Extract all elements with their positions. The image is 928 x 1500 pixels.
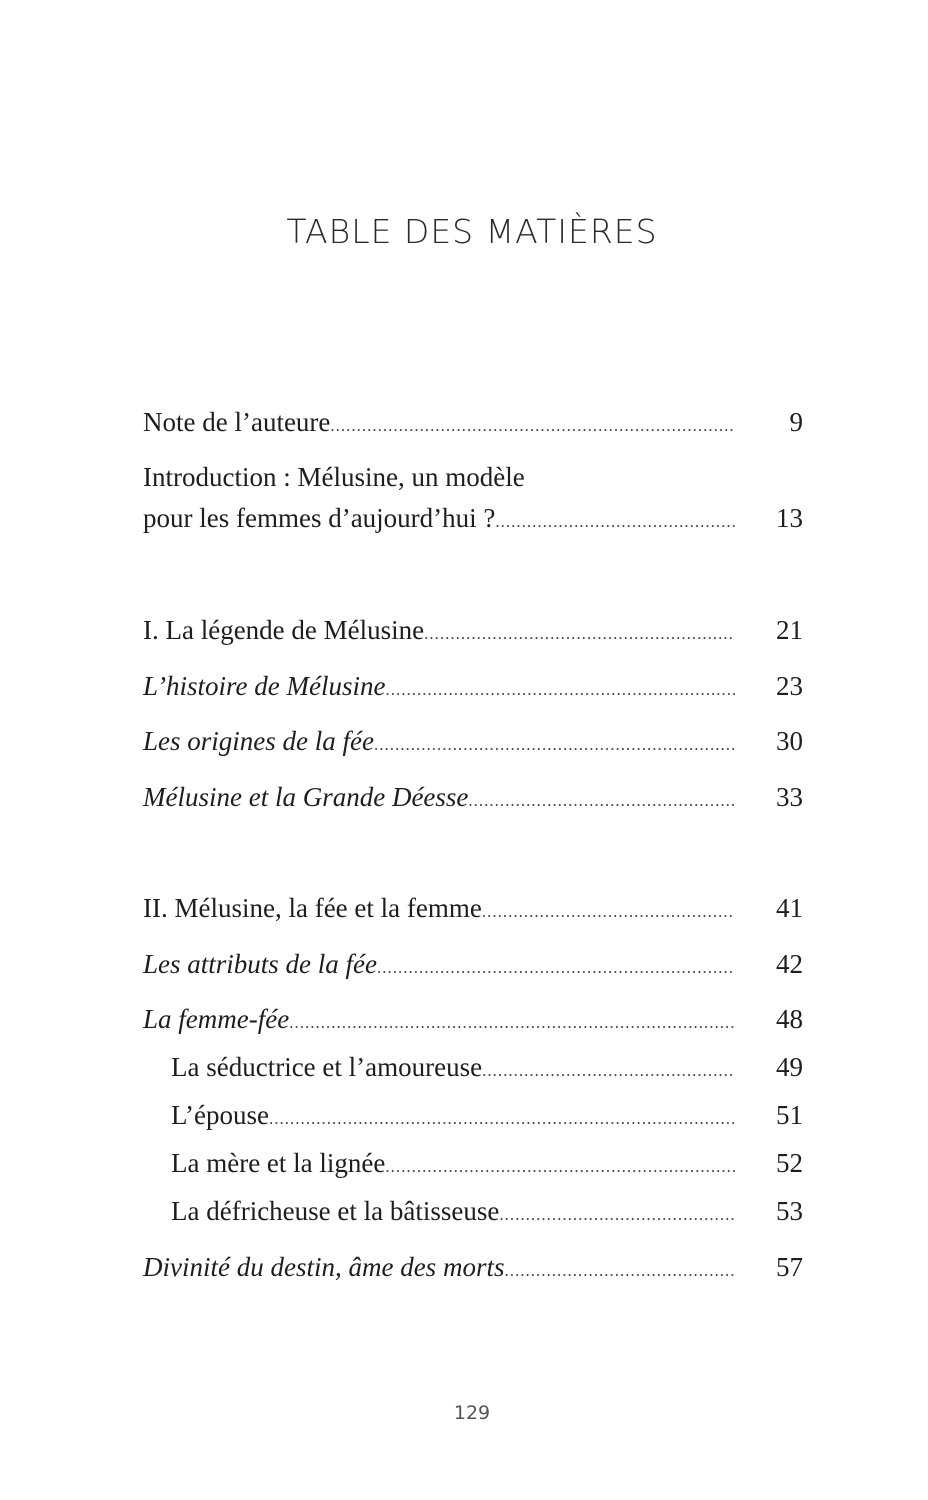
toc-entry-page: 30 bbox=[776, 726, 803, 756]
toc-entry-label: La séductrice et l’amoureuse bbox=[171, 1052, 483, 1082]
toc-entry-page: 33 bbox=[776, 782, 803, 812]
toc-entry bbox=[143, 944, 803, 984]
toc-entry-page: 42 bbox=[776, 949, 803, 979]
toc-entry-label: Les attributs de la fée bbox=[143, 949, 377, 979]
dot-leader bbox=[482, 1051, 735, 1091]
toc-entry bbox=[143, 402, 803, 442]
toc-entry-label: I. La légende de Mélusine bbox=[143, 615, 425, 645]
dot-leader bbox=[269, 1099, 735, 1139]
toc-entry bbox=[143, 666, 803, 706]
toc-entry bbox=[143, 457, 803, 538]
toc-entry bbox=[143, 888, 803, 928]
toc-entry-label: Divinité du destin, âme des morts bbox=[143, 1252, 505, 1282]
dot-leader bbox=[330, 406, 735, 446]
dot-leader bbox=[468, 781, 735, 821]
toc-entry-label: II. Mélusine, la fée et la femme bbox=[143, 893, 482, 923]
toc-entry-label: Les origines de la fée bbox=[143, 726, 374, 756]
toc-entry-label: Mélusine et la Grande Déesse bbox=[143, 782, 469, 812]
dot-leader bbox=[385, 1147, 735, 1187]
toc-entry-page: 9 bbox=[789, 407, 803, 437]
toc-entry-page: 51 bbox=[776, 1100, 803, 1130]
dot-leader bbox=[289, 1003, 735, 1043]
dot-leader bbox=[374, 725, 735, 765]
toc-entry-page: 48 bbox=[776, 1004, 803, 1034]
dot-leader bbox=[424, 614, 735, 654]
page-title: TABLE DES MATIÈRES bbox=[286, 212, 658, 251]
toc-entry-page: 41 bbox=[776, 893, 803, 923]
toc-entry-page: 53 bbox=[776, 1196, 803, 1226]
toc-entry-page: 13 bbox=[776, 503, 803, 533]
toc-entry bbox=[143, 1247, 803, 1287]
dot-leader bbox=[377, 948, 735, 988]
toc-entry-label: Note de l’auteure bbox=[143, 407, 331, 437]
page-number: 129 bbox=[453, 1402, 491, 1424]
dot-leader bbox=[504, 1251, 735, 1291]
toc-subentry bbox=[171, 1095, 803, 1135]
toc-entry-label: pour les femmes d’aujourd’hui ? bbox=[143, 503, 496, 533]
toc-entry-page: 52 bbox=[776, 1148, 803, 1178]
toc-entry bbox=[143, 721, 803, 761]
toc-entry-label: La mère et la lignée bbox=[171, 1148, 386, 1178]
dot-leader bbox=[385, 670, 735, 710]
toc-entry-label: La défricheuse et la bâtisseuse bbox=[171, 1196, 500, 1226]
toc-entry-label: L’histoire de Mélusine bbox=[143, 671, 386, 701]
toc-entry-page: 21 bbox=[776, 615, 803, 645]
dot-leader bbox=[495, 502, 735, 542]
toc-entry bbox=[143, 777, 803, 817]
toc-entry-label-line1: Introduction : Mélusine, un modèle bbox=[143, 462, 525, 492]
toc-entry-label: L’épouse bbox=[171, 1100, 269, 1130]
toc-entry-page: 23 bbox=[776, 671, 803, 701]
toc-subentry bbox=[171, 1191, 803, 1231]
toc-subentry bbox=[171, 1047, 803, 1087]
toc-entry-page: 57 bbox=[776, 1252, 803, 1282]
dot-leader bbox=[482, 892, 735, 932]
dot-leader bbox=[499, 1195, 735, 1235]
toc-entry bbox=[143, 610, 803, 650]
toc-entry-label: La femme-fée bbox=[143, 1004, 290, 1034]
toc-entry bbox=[143, 999, 803, 1039]
toc-entry-page: 49 bbox=[776, 1052, 803, 1082]
toc-subentry bbox=[171, 1143, 803, 1183]
